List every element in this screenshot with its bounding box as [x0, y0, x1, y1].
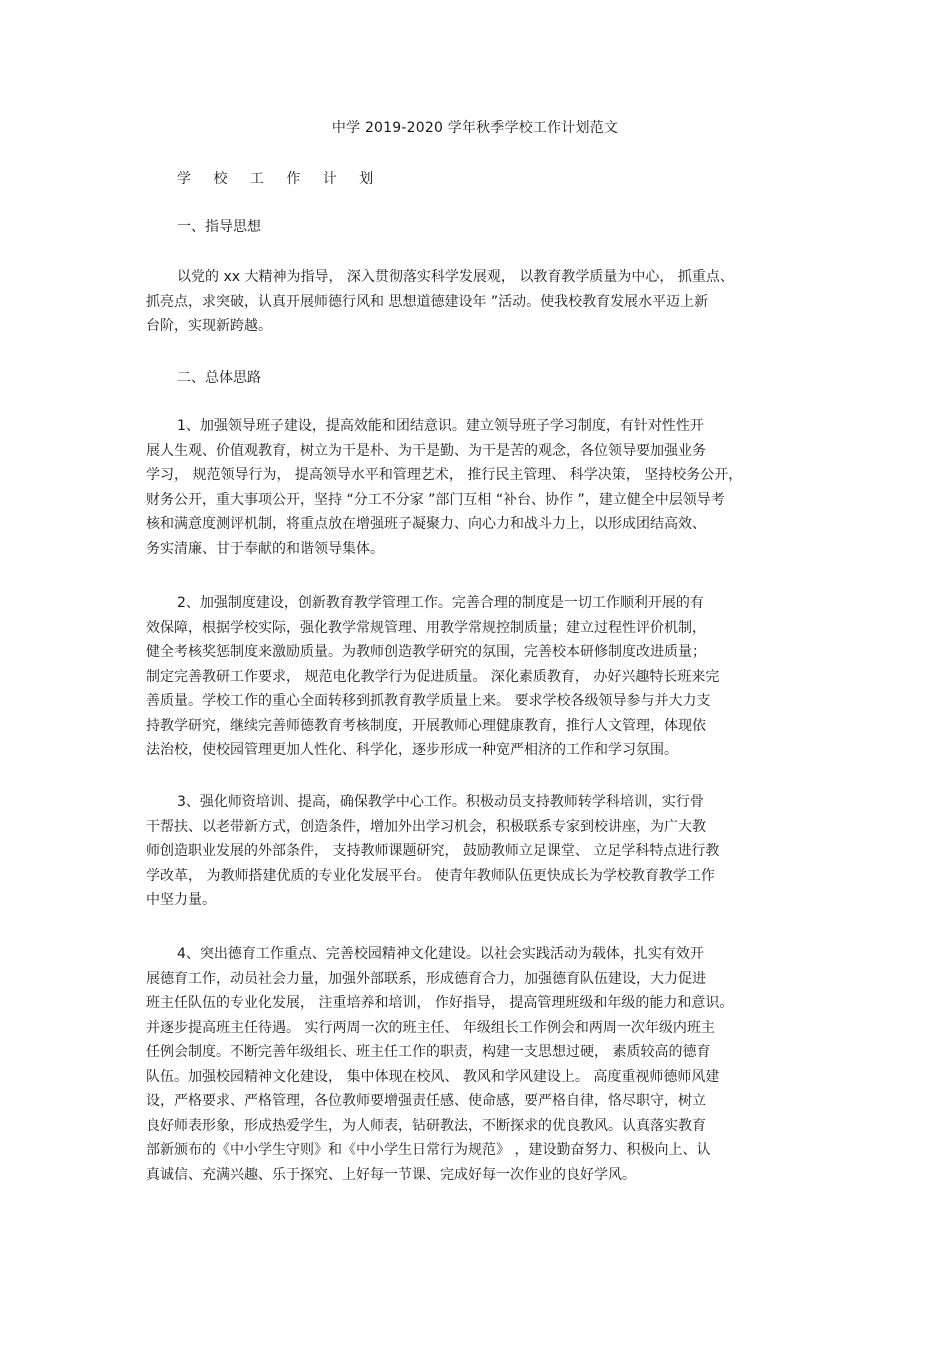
- paragraph-system-building: [146, 591, 806, 763]
- text-line: 4、突出德育工作重点、完善校园精神文化建设。以社会实践活动为载体，扎实有效开: [177, 946, 704, 962]
- text-line: 展人生观、价值观教育，树立为干是朴、为干是勤、为干是苦的观念，各位领导要加强业务: [146, 442, 706, 459]
- text-line: 队伍。加强校园精神文化建设， 集中体现在校风、 教风和学风建设上。 高度重视师德师风建: [146, 1068, 720, 1085]
- text-line: 持教学研究，继续完善师德教育考核制度，开展教师心理健康教育，推行人文管理，体现依: [146, 717, 706, 734]
- paragraph-moral-education: [146, 942, 806, 1187]
- text-line: 制定完善教研工作要求， 规范电化教学行为促进质量。 深化素质教育， 办好兴趣特长班来完: [146, 668, 720, 685]
- text-line: 部新颁布的《中小学生守则》和《中小学生日常行为规范》 ，建设勤奋努力、积极向上、认: [146, 1142, 711, 1158]
- text-line: 学改革， 为教师搭建优质的专业化发展平台。 使青年教师队伍更快成长为学校教育教学工作: [146, 867, 715, 884]
- text-line: 并逐步提高班主任待遇。 实行两周一次的班主任、 年级组长工作例会和两周一次年级内班主: [146, 1019, 715, 1036]
- text-line: 效保障，根据学校实际，强化教学常规管理、用教学常规控制质量；建立过程性评价机制，: [146, 619, 706, 636]
- text-line: 1、加强领导班子建设，提高效能和团结意识。建立领导班子学习制度，有针对性性开: [177, 418, 704, 434]
- text-line: 学习， 规范领导行为， 提高领导水平和管理艺术， 推行民主管理、 科学决策， 坚持校务公开，: [146, 467, 743, 483]
- text-line: 3、强化师资培训、提高，确保教学中心工作。积极动员支持教师转学科培训，实行骨: [177, 794, 704, 810]
- text-line: 台阶，实现新跨越。: [146, 318, 272, 334]
- text-line: 中坚力量。: [146, 892, 216, 908]
- text-line: 设，严格要求、严格管理，各位教师要增强责任感、使命感，要严格自律，恪尽职守，树立: [146, 1093, 706, 1109]
- text-line: 抓亮点，求突破，认真开展师德行风和 思想道德建设年 ”活动。使我校教育发展水平迈上新: [146, 293, 709, 310]
- text-line: 良好师表形象，形成热爱学生，为人师表，钻研教法，不断探求的优良教风。认真落实教育: [146, 1117, 706, 1134]
- paragraph-guiding-ideology: [146, 265, 806, 339]
- paragraph-leadership: [146, 414, 806, 561]
- text-line: 核和满意度测评机制，将重点放在增强班子凝聚力、向心力和战斗力上，以形成团结高效、: [146, 516, 706, 532]
- text-line: 任例会制度。不断完善年级组长、班主任工作的职责，构建一支思想过硬， 素质较高的德育: [146, 1044, 711, 1060]
- text-line: 师创造职业发展的外部条件， 支持教师课题研究， 鼓励教师立足课堂、 立足学科特点进行教: [146, 843, 720, 859]
- text-line: 健全考核奖惩制度来激励质量。为教师创造教学研究的氛围，完善校本研修制度改进质量；: [146, 644, 706, 660]
- section-heading-guiding-ideology: 一、指导思想: [177, 219, 261, 235]
- document-title: 中学 2019-2020 学年秋季学校工作计划范文: [331, 120, 619, 136]
- text-line: 以党的 xx 大精神为指导， 深入贯彻落实科学发展观， 以教育教学质量为中心， 抓重点、: [177, 269, 734, 285]
- text-line: 善质量。学校工作的重心全面转移到抓教育教学质量上来。 要求学校各级领导参与并大力支: [146, 693, 711, 709]
- plan-heading: 学 校 工 作 计 划: [177, 171, 383, 187]
- text-line: 班主任队伍的专业化发展， 注重培养和培训， 作好指导， 提高管理班级和年级的能力和意识。: [146, 995, 734, 1011]
- section-heading-overall-approach: 二、总体思路: [177, 370, 261, 386]
- paragraph-teacher-training: [146, 790, 806, 913]
- text-line: 真诚信、充满兴趣、乐于探究、上好每一节课、完成好每一次作业的良好学风。: [146, 1166, 636, 1183]
- text-line: 2、加强制度建设，创新教育教学管理工作。完善合理的制度是一切工作顺利开展的有: [177, 595, 704, 611]
- text-line: 财务公开，重大事项公开，坚持 “分工不分家 ”部门互相 “补台、协作 ”，建立健全中层领导考: [146, 491, 725, 508]
- text-line: 展德育工作，动员社会力量，加强外部联系，形成德育合力，加强德育队伍建设，大力促进: [146, 970, 706, 987]
- text-line: 干帮扶、以老带新方式，创造条件，增加外出学习机会，积极联系专家到校讲座，为广大教: [146, 818, 706, 835]
- text-line: 务实清廉、甘于奉献的和谐领导集体。: [146, 540, 384, 557]
- text-line: 法治校，使校园管理更加人性化、科学化，逐步形成一种宽严相济的工作和学习氛围。: [146, 742, 678, 758]
